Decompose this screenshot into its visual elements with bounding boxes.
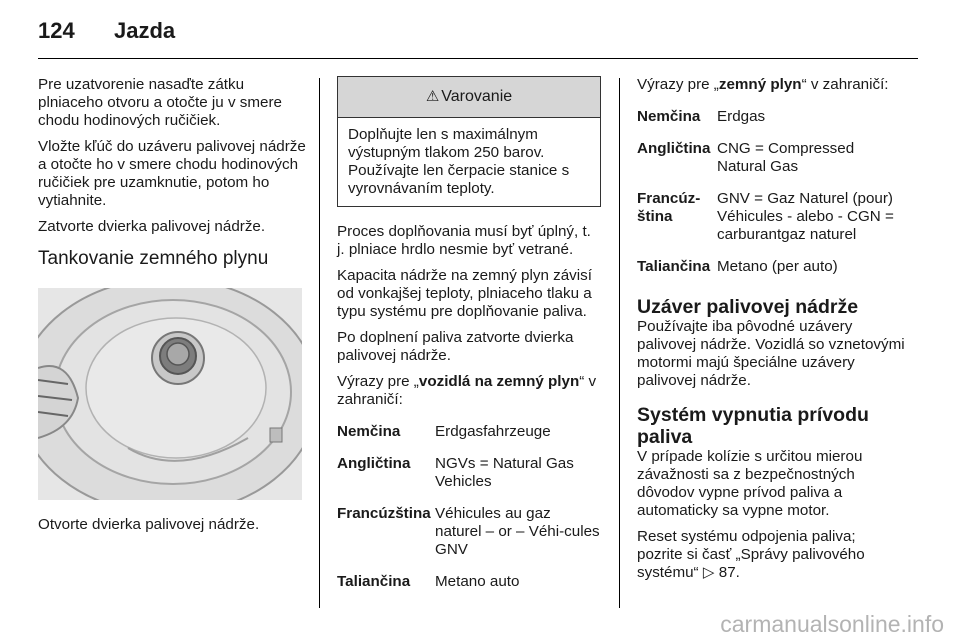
paragraph	[637, 76, 905, 94]
page-header	[38, 18, 175, 44]
text: Reset systému odpojenia paliva; pozrite si časť „Správy palivového systému“	[637, 528, 865, 581]
term-language: Francúz-ština	[637, 190, 701, 225]
term-value: CNG = Compressed Natural Gas	[717, 140, 855, 175]
text: “ v zahraničí:	[801, 76, 889, 93]
table-row	[637, 190, 905, 258]
table-row	[637, 258, 905, 290]
warning-header	[338, 77, 600, 118]
warning-title: Varovanie	[441, 88, 513, 105]
table-row	[337, 505, 601, 573]
paragraph: Používajte iba pôvodné uzávery palivovej nádrže. Vozidlá so vznetovými motormi majú špeciálne uzávery palivovej nádrže.	[637, 318, 905, 389]
warning-box	[337, 76, 601, 207]
chapter-title: Jazda	[114, 18, 176, 43]
term-language: Nemčina	[637, 108, 701, 125]
emphasis: vozidlá na zemný plyn	[418, 373, 580, 390]
text: Výrazy pre „	[637, 76, 719, 93]
warning-triangle-icon: ⚠	[425, 88, 440, 105]
column-3	[637, 76, 905, 590]
page-reference[interactable]: 87	[718, 564, 736, 581]
term-language: Nemčina	[337, 423, 401, 440]
table-row	[637, 108, 905, 140]
term-value: Erdgas	[717, 108, 766, 125]
table-row	[337, 423, 601, 455]
text: .	[735, 564, 740, 581]
paragraph: Zatvorte dvierka palivovej nádrže.	[38, 218, 266, 235]
warning-text: Doplňujte len s maximálnym výstupným tlakom 250 barov. Používajte len čerpacie stanice s vyrovnávaním teploty.	[348, 126, 570, 197]
column-divider	[319, 78, 320, 608]
page-reference-icon: ▷	[702, 564, 715, 581]
term-value: GNV = Gaz Naturel (pour) Véhicules - alebo - CGN = carburantgaz naturel	[717, 190, 894, 243]
page-number: 124	[38, 18, 75, 43]
emphasis: zemný plyn	[718, 76, 802, 93]
term-value: Erdgasfahrzeuge	[435, 423, 551, 440]
term-language: Francúzština	[337, 505, 431, 522]
text: “ v zahraničí:	[337, 373, 597, 408]
term-value: Metano auto	[435, 573, 520, 590]
terms-table	[637, 108, 905, 290]
paragraph: Proces doplňovania musí byť úplný, t. j. plniace hrdlo nesmie byť vetrané.	[337, 223, 591, 258]
column-divider	[619, 78, 620, 608]
term-language: Angličtina	[337, 455, 411, 472]
header-rule	[38, 58, 918, 59]
paragraph: V prípade kolízie s určitou mierou závažnosti sa z bezpečnostných dôvodov vypne prívod paliva a automaticky sa vypne motor.	[637, 448, 863, 519]
table-row	[637, 140, 905, 190]
term-value: Metano (per auto)	[717, 258, 838, 275]
term-value: NGVs = Natural Gas Vehicles	[435, 455, 574, 490]
table-row	[337, 573, 601, 591]
fuel-cap-drawing	[38, 288, 302, 500]
table-row	[337, 455, 601, 505]
term-language: Taliančina	[637, 258, 711, 275]
term-value: Véhicules au gaz naturel – or – Véhi-cules GNV	[435, 505, 600, 558]
paragraph	[637, 528, 905, 582]
paragraph: Vložte kľúč do uzáveru palivovej nádrže a otočte ho v smere chodu hodinových ručičiek pre uzamknutie, potom ho vytiahnite.	[38, 138, 306, 209]
term-language: Taliančina	[337, 573, 411, 590]
paragraph	[337, 373, 601, 409]
term-language: Angličtina	[637, 140, 711, 157]
text: Výrazy pre „	[337, 373, 419, 390]
paragraph: Kapacita nádrže na zemný plyn závisí od vonkajšej teploty, plniaceho tlaku a typu systému pre doplňovanie paliva.	[337, 267, 592, 320]
section-heading: Tankovanie zemného plynu	[38, 248, 269, 269]
section-heading: Systém vypnutia prívodu paliva	[637, 404, 869, 448]
paragraph: Po doplnení paliva zatvorte dvierka palivovej nádrže.	[337, 329, 574, 364]
column-1	[38, 76, 308, 542]
terms-table	[337, 423, 601, 591]
figure-caption: Otvorte dvierka palivovej nádrže.	[38, 516, 260, 533]
paragraph: Pre uzatvorenie nasaďte zátku plniaceho otvoru a otočte ju v smere chodu hodinových ručičiek.	[38, 76, 282, 129]
column-2	[337, 76, 601, 591]
watermark: carmanualsonline.info	[720, 611, 944, 637]
section-heading: Uzáver palivovej nádrže	[637, 296, 859, 318]
fuel-filler-illustration	[38, 288, 302, 500]
